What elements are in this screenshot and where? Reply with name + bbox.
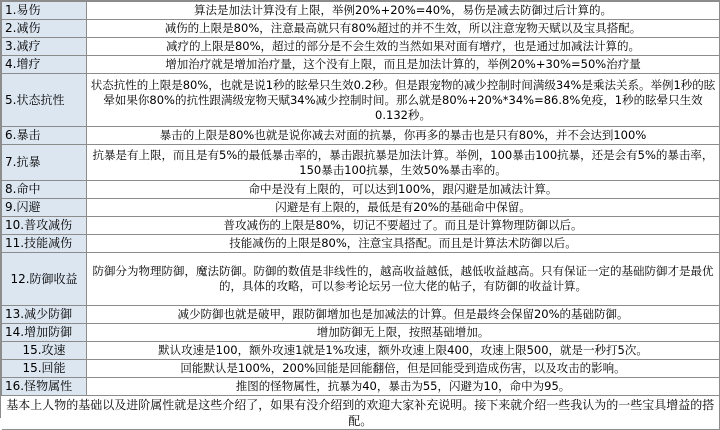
- attribute-label: 15.攻速: [2, 342, 87, 360]
- attribute-description: 减伤的上限是80%，注意最高就只有80%超过的并不生效，所以注意宠物天赋以及宝具搭配。: [87, 20, 720, 38]
- attribute-row: [2, 2, 720, 20]
- attribute-description: 抗暴是有上限，而且是有5%的最低暴击率的，暴击跟抗暴是加法计算。举例，100暴击100抗暴，还是会有5%的暴击率，150暴击100抗暴，生效50%暴击率的。: [87, 145, 720, 181]
- summary-text: 基本上人物的基础以及进阶属性就是这些介绍了，如果有没介绍到的欢迎大家补充说明。接下来就介绍一些我认为的一些宝具增益的搭配。: [2, 396, 720, 430]
- attribute-description: 回能默认是100%，200%回能是回能翻倍，但是回能受到造成伤害，以及攻击的影响。: [87, 360, 720, 378]
- attribute-label: 6.暴击: [2, 127, 87, 145]
- attribute-row: [2, 145, 720, 181]
- attribute-description: 增加治疗就是增加治疗量，这个没有上限，而且是加法计算的，举例20%+30%=50%治疗量: [87, 56, 720, 74]
- attribute-row: [2, 20, 720, 38]
- attribute-row: [2, 360, 720, 378]
- attribute-row: [2, 378, 720, 396]
- attribute-description: 暴击的上限是80%也就是说你减去对面的抗暴，你再多的暴击也是只有80%，并不会达到100%: [87, 127, 720, 145]
- attribute-description: 状态抗性的上限是80%，也就是说1秒的眩晕只生效0.2秒。但是跟宠物的减少控制时间满级34%是乘法关系。举例1秒的眩晕如果你80%的抗性跟满级宠物天赋34%减少控制时间。那么就是80%+20%*34%=86.8%免疫，1秒的眩晕只生效0.132秒。: [87, 74, 720, 127]
- attribute-row: [2, 127, 720, 145]
- attribute-label: 1.易伤: [2, 2, 87, 20]
- attribute-row: [2, 74, 720, 127]
- attribute-label: 11.技能减伤: [2, 235, 87, 253]
- attribute-row: [2, 324, 720, 342]
- attribute-label: 9.闪避: [2, 199, 87, 217]
- attribute-label: 5.状态抗性: [2, 74, 87, 127]
- attribute-row: [2, 217, 720, 235]
- attribute-label: 16.怪物属性: [2, 378, 87, 396]
- attribute-label: 8.命中: [2, 181, 87, 199]
- attribute-label: 7.抗暴: [2, 145, 87, 181]
- attribute-row: [2, 253, 720, 306]
- attribute-description: 闪避是有上限的，最低是有20%的基础命中保留。: [87, 199, 720, 217]
- attribute-description: 增加防御无上限，按照基础增加。: [87, 324, 720, 342]
- attribute-description: 算法是加法计算没有上限，举例20%+20%=40%，易伤是减去防御过后计算的。: [87, 2, 720, 20]
- attribute-label: 14.增加防御: [2, 324, 87, 342]
- attribute-description: 减少防御也就是破甲，跟防御增加也是加减法的计算。但是最终会保留20%的基础防御。: [87, 306, 720, 324]
- attribute-row: [2, 38, 720, 56]
- attribute-label: 15.回能: [2, 360, 87, 378]
- attribute-description: 默认攻速是100，额外攻速1就是1%攻速，额外攻速上限400，攻速上限500，就是一秒打5次。: [87, 342, 720, 360]
- attribute-row: [2, 342, 720, 360]
- attribute-row: [2, 56, 720, 74]
- attribute-row: [2, 181, 720, 199]
- attribute-label: 4.增疗: [2, 56, 87, 74]
- attribute-row: [2, 199, 720, 217]
- attribute-description: 普攻减伤的上限是80%，切记不要超过了。而且是计算物理防御以后。: [87, 217, 720, 235]
- attribute-description: 减疗的上限是80%，超过的部分是不会生效的当然如果对面有增疗，也是通过加减法计算的。: [87, 38, 720, 56]
- attribute-row: [2, 306, 720, 324]
- attribute-label: 12.防御收益: [2, 253, 87, 306]
- attribute-label: 13.减少防御: [2, 306, 87, 324]
- summary-row: [2, 396, 720, 430]
- attribute-description: 推图的怪物属性，抗暴为40，暴击为55，闪避为10，命中为95。: [87, 378, 720, 396]
- attribute-description: 防御分为物理防御，魔法防御。防御的数值是非线性的，越高收益越低，越低收益越高。只有保证一定的基础防御才是最优的，具体的攻略，可以参考论坛另一位大佬的帖子，有防御的收益计算。: [87, 253, 720, 306]
- attribute-label: 10.普攻减伤: [2, 217, 87, 235]
- attribute-table: [1, 1, 720, 430]
- attribute-description: 命中是没有上限的，可以达到100%，跟闪避是加减法计算。: [87, 181, 720, 199]
- attribute-row: [2, 235, 720, 253]
- attribute-label: 2.减伤: [2, 20, 87, 38]
- attribute-label: 3.减疗: [2, 38, 87, 56]
- attribute-description: 技能减伤的上限是80%，注意宝具搭配。而且是计算法术防御以后。: [87, 235, 720, 253]
